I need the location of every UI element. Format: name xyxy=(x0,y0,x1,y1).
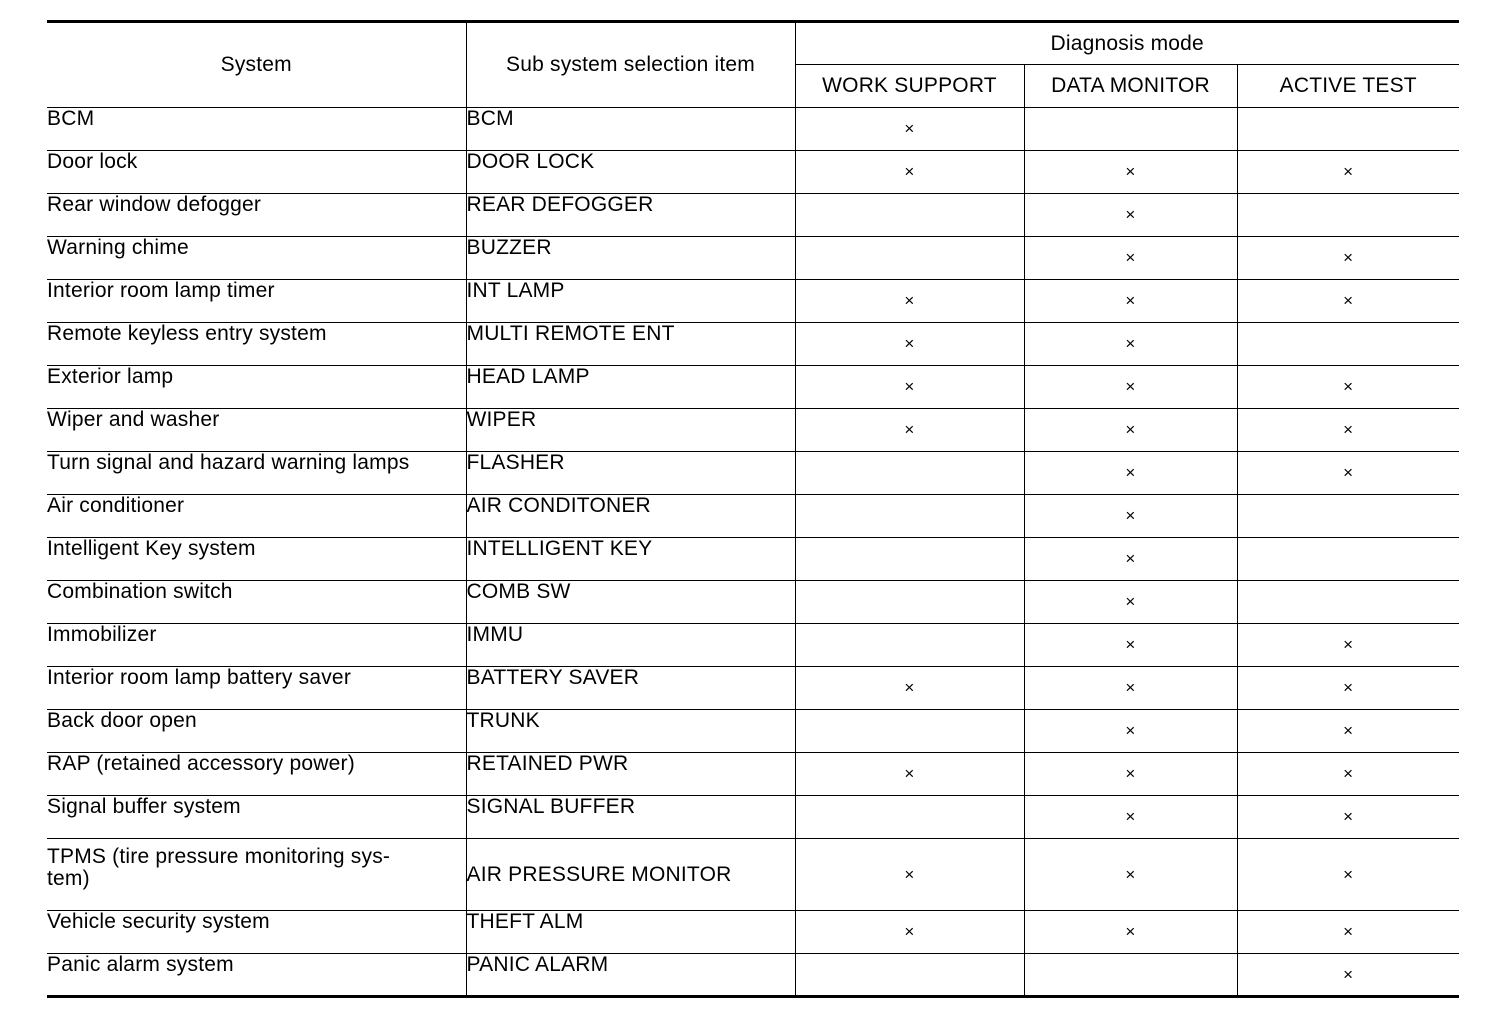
column-header-system: System xyxy=(47,22,466,108)
table-row xyxy=(47,194,1459,237)
data-monitor-cell xyxy=(1024,237,1237,280)
check-mark-icon: × xyxy=(1343,162,1354,181)
check-mark-icon: × xyxy=(1343,764,1354,783)
check-mark-icon: × xyxy=(1125,291,1136,310)
sub-system-cell: MULTI REMOTE ENT xyxy=(466,323,795,366)
check-mark-icon: × xyxy=(1125,721,1136,740)
sub-system-cell: WIPER xyxy=(466,409,795,452)
system-cell: Interior room lamp battery saver xyxy=(47,667,466,710)
active-test-cell xyxy=(1237,581,1459,624)
check-mark-icon: × xyxy=(1343,635,1354,654)
active-test-cell xyxy=(1237,409,1459,452)
data-monitor-cell xyxy=(1024,409,1237,452)
data-monitor-cell xyxy=(1024,280,1237,323)
check-mark-icon: × xyxy=(904,162,915,181)
sub-system-cell: THEFT ALM xyxy=(466,911,795,954)
system-cell: TPMS (tire pressure monitoring sys- tem) xyxy=(47,839,466,911)
work-support-cell xyxy=(795,108,1024,151)
table-row xyxy=(47,237,1459,280)
sub-system-cell: REAR DEFOGGER xyxy=(466,194,795,237)
active-test-cell xyxy=(1237,753,1459,796)
active-test-cell xyxy=(1237,538,1459,581)
table-row xyxy=(47,452,1459,495)
check-mark-icon: × xyxy=(904,922,915,941)
check-mark-icon: × xyxy=(1125,377,1136,396)
column-header-active-test: ACTIVE TEST xyxy=(1237,65,1459,108)
column-header-sub-system: Sub system selection item xyxy=(466,22,795,108)
work-support-cell xyxy=(795,280,1024,323)
check-mark-icon: × xyxy=(1125,678,1136,697)
work-support-cell xyxy=(795,538,1024,581)
active-test-cell xyxy=(1237,710,1459,753)
active-test-cell xyxy=(1237,954,1459,997)
work-support-cell xyxy=(795,839,1024,911)
active-test-cell xyxy=(1237,452,1459,495)
check-mark-icon: × xyxy=(904,764,915,783)
sub-system-cell: BATTERY SAVER xyxy=(466,667,795,710)
check-mark-icon: × xyxy=(1343,964,1354,984)
system-cell: Rear window defogger xyxy=(47,194,466,237)
active-test-cell xyxy=(1237,237,1459,280)
active-test-cell xyxy=(1237,366,1459,409)
work-support-cell xyxy=(795,667,1024,710)
check-mark-icon: × xyxy=(1125,463,1136,482)
check-mark-icon: × xyxy=(904,334,915,353)
sub-system-cell: AIR PRESSURE MONITOR xyxy=(466,839,795,911)
check-mark-icon: × xyxy=(1125,162,1136,181)
work-support-cell xyxy=(795,194,1024,237)
work-support-cell xyxy=(795,323,1024,366)
table-row xyxy=(47,753,1459,796)
table-row xyxy=(47,108,1459,151)
table-row xyxy=(47,151,1459,194)
work-support-cell xyxy=(795,581,1024,624)
check-mark-icon: × xyxy=(1343,291,1354,310)
data-monitor-cell xyxy=(1024,839,1237,911)
check-mark-icon: × xyxy=(1125,420,1136,439)
check-mark-icon: × xyxy=(1125,248,1136,267)
sub-system-cell: INTELLIGENT KEY xyxy=(466,538,795,581)
table-row xyxy=(47,839,1459,911)
column-header-data-monitor: DATA MONITOR xyxy=(1024,65,1237,108)
work-support-cell xyxy=(795,710,1024,753)
system-cell: BCM xyxy=(47,108,466,151)
work-support-cell xyxy=(795,911,1024,954)
check-mark-icon: × xyxy=(1343,864,1354,884)
data-monitor-cell xyxy=(1024,581,1237,624)
sub-system-cell: COMB SW xyxy=(466,581,795,624)
data-monitor-cell xyxy=(1024,452,1237,495)
data-monitor-cell xyxy=(1024,954,1237,997)
sub-system-cell: IMMU xyxy=(466,624,795,667)
system-cell: Combination switch xyxy=(47,581,466,624)
table-row xyxy=(47,954,1459,997)
check-mark-icon: × xyxy=(1125,205,1136,224)
check-mark-icon: × xyxy=(904,678,915,697)
check-mark-icon: × xyxy=(1125,592,1136,611)
data-monitor-cell xyxy=(1024,108,1237,151)
data-monitor-cell xyxy=(1024,366,1237,409)
work-support-cell xyxy=(795,237,1024,280)
active-test-cell xyxy=(1237,911,1459,954)
system-cell: Door lock xyxy=(47,151,466,194)
check-mark-icon: × xyxy=(1343,721,1354,740)
sub-system-cell: FLASHER xyxy=(466,452,795,495)
check-mark-icon: × xyxy=(904,291,915,310)
system-cell: Back door open xyxy=(47,710,466,753)
active-test-cell xyxy=(1237,624,1459,667)
active-test-cell xyxy=(1237,194,1459,237)
data-monitor-cell xyxy=(1024,194,1237,237)
active-test-cell xyxy=(1237,495,1459,538)
check-mark-icon: × xyxy=(1343,807,1354,826)
table-body xyxy=(47,108,1459,997)
table-row xyxy=(47,538,1459,581)
sub-system-cell: RETAINED PWR xyxy=(466,753,795,796)
system-cell: Panic alarm system xyxy=(47,954,466,997)
system-cell: Interior room lamp timer xyxy=(47,280,466,323)
work-support-cell xyxy=(795,624,1024,667)
check-mark-icon: × xyxy=(1343,678,1354,697)
active-test-cell xyxy=(1237,323,1459,366)
active-test-cell xyxy=(1237,151,1459,194)
table-row xyxy=(47,495,1459,538)
check-mark-icon: × xyxy=(1125,506,1136,525)
work-support-cell xyxy=(795,495,1024,538)
sub-system-cell: TRUNK xyxy=(466,710,795,753)
sub-system-cell: BUZZER xyxy=(466,237,795,280)
system-cell: Remote keyless entry system xyxy=(47,323,466,366)
check-mark-icon: × xyxy=(904,864,915,884)
system-cell: Immobilizer xyxy=(47,624,466,667)
work-support-cell xyxy=(795,954,1024,997)
active-test-cell xyxy=(1237,280,1459,323)
table-row xyxy=(47,581,1459,624)
sub-system-cell: HEAD LAMP xyxy=(466,366,795,409)
check-mark-icon: × xyxy=(1125,549,1136,568)
system-cell: Wiper and washer xyxy=(47,409,466,452)
table-row xyxy=(47,366,1459,409)
active-test-cell xyxy=(1237,839,1459,911)
system-cell: Warning chime xyxy=(47,237,466,280)
check-mark-icon: × xyxy=(1343,463,1354,482)
check-mark-icon: × xyxy=(1125,635,1136,654)
data-monitor-cell xyxy=(1024,796,1237,839)
data-monitor-cell xyxy=(1024,753,1237,796)
column-header-work-support: WORK SUPPORT xyxy=(795,65,1024,108)
system-cell: Turn signal and hazard warning lamps xyxy=(47,452,466,495)
check-mark-icon: × xyxy=(1125,922,1136,941)
data-monitor-cell xyxy=(1024,667,1237,710)
table-row xyxy=(47,624,1459,667)
table-row xyxy=(47,911,1459,954)
table-row xyxy=(47,323,1459,366)
column-header-diagnosis-mode: Diagnosis mode xyxy=(795,22,1459,65)
check-mark-icon: × xyxy=(1125,764,1136,783)
check-mark-icon: × xyxy=(1343,248,1354,267)
check-mark-icon: × xyxy=(1125,864,1136,884)
table-row xyxy=(47,710,1459,753)
table-row xyxy=(47,667,1459,710)
check-mark-icon: × xyxy=(1343,922,1354,941)
data-monitor-cell xyxy=(1024,323,1237,366)
check-mark-icon: × xyxy=(1343,420,1354,439)
check-mark-icon: × xyxy=(904,377,915,396)
sub-system-cell: AIR CONDITONER xyxy=(466,495,795,538)
check-mark-icon: × xyxy=(1125,807,1136,826)
active-test-cell xyxy=(1237,108,1459,151)
data-monitor-cell xyxy=(1024,911,1237,954)
system-cell: Air conditioner xyxy=(47,495,466,538)
data-monitor-cell xyxy=(1024,538,1237,581)
system-cell: Intelligent Key system xyxy=(47,538,466,581)
check-mark-icon: × xyxy=(1125,334,1136,353)
data-monitor-cell xyxy=(1024,151,1237,194)
system-cell: Vehicle security system xyxy=(47,911,466,954)
data-monitor-cell xyxy=(1024,710,1237,753)
table-row xyxy=(47,280,1459,323)
active-test-cell xyxy=(1237,796,1459,839)
check-mark-icon: × xyxy=(904,420,915,439)
sub-system-cell: PANIC ALARM xyxy=(466,954,795,997)
diagnosis-mode-table xyxy=(47,20,1459,998)
work-support-cell xyxy=(795,753,1024,796)
sub-system-cell: DOOR LOCK xyxy=(466,151,795,194)
check-mark-icon: × xyxy=(1343,377,1354,396)
system-cell: RAP (retained accessory power) xyxy=(47,753,466,796)
sub-system-cell: SIGNAL BUFFER xyxy=(466,796,795,839)
work-support-cell xyxy=(795,151,1024,194)
table-row xyxy=(47,409,1459,452)
sub-system-cell: BCM xyxy=(466,108,795,151)
work-support-cell xyxy=(795,452,1024,495)
active-test-cell xyxy=(1237,667,1459,710)
sub-system-cell: INT LAMP xyxy=(466,280,795,323)
work-support-cell xyxy=(795,796,1024,839)
work-support-cell xyxy=(795,366,1024,409)
data-monitor-cell xyxy=(1024,624,1237,667)
data-monitor-cell xyxy=(1024,495,1237,538)
check-mark-icon: × xyxy=(904,119,915,138)
work-support-cell xyxy=(795,409,1024,452)
system-cell: Exterior lamp xyxy=(47,366,466,409)
system-cell: Signal buffer system xyxy=(47,796,466,839)
table-row xyxy=(47,796,1459,839)
